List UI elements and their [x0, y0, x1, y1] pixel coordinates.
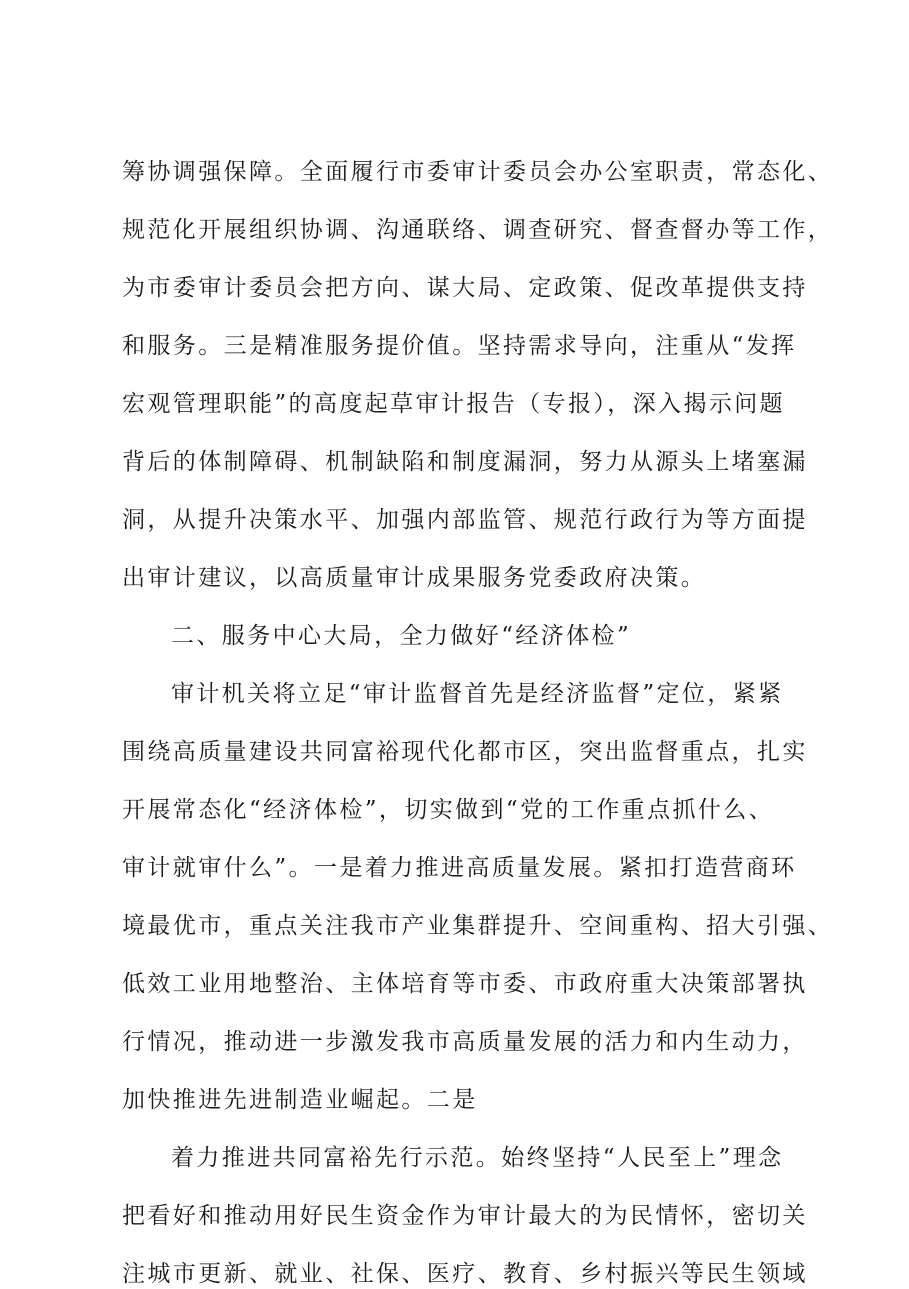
paragraph-line: 为市委审计委员会把方向、谋大局、定政策、促改革提供支持	[122, 275, 808, 301]
paragraph-line: 审计机关将立足“审计监督首先是经济监督”定位，紧紧	[171, 681, 784, 707]
paragraph-line: 和服务。三是精准服务提价值。坚持需求导向，注重从“发挥	[122, 333, 797, 359]
paragraph-line: 洞，从提升决策水平、加强内部监管、规范行政行为等方面提	[122, 507, 808, 533]
section-heading: 二、服务中心大局，全力做好“经济体检”	[171, 623, 632, 649]
paragraph-line: 低效工业用地整治、主体培育等市委、市政府重大决策部署执	[122, 971, 808, 997]
paragraph-line: 规范化开展组织协调、沟通联络、调查研究、督查督办等工作，	[122, 217, 834, 243]
paragraph-line: 宏观管理职能”的高度起草审计报告（专报），深入揭示问题	[122, 391, 786, 417]
paragraph-line: 出审计建议，以高质量审计成果服务党委政府决策。	[122, 565, 707, 591]
paragraph-line: 审计就审什么”。一是着力推进高质量发展。紧扣打造营商环	[122, 855, 797, 881]
paragraph-line: 把看好和推动用好民生资金作为审计最大的为民情怀，密切关	[122, 1203, 808, 1229]
paragraph-line: 加快推进先进制造业崛起。二是	[122, 1087, 478, 1113]
paragraph-line: 背后的体制障碍、机制缺陷和制度漏洞，努力从源头上堵塞漏	[122, 449, 808, 475]
paragraph-line: 行情况，推动进一步激发我市高质量发展的活力和内生动力，	[122, 1029, 808, 1055]
paragraph-line: 围绕高质量建设共同富裕现代化都市区，突出监督重点，扎实	[122, 739, 808, 765]
paragraph-line: 着力推进共同富裕先行示范。始终坚持“人民至上”理念	[171, 1145, 784, 1171]
paragraph-line: 境最优市，重点关注我市产业集群提升、空间重构、招大引强、	[122, 913, 834, 939]
paragraph-line: 筹协调强保障。全面履行市委审计委员会办公室职责，常态化、	[122, 159, 834, 185]
paragraph-line: 开展常态化“经济体检”，切实做到“党的工作重点抓什么、	[122, 797, 775, 823]
paragraph-line: 注城市更新、就业、社保、医疗、教育、乡村振兴等民生领域	[122, 1261, 808, 1287]
